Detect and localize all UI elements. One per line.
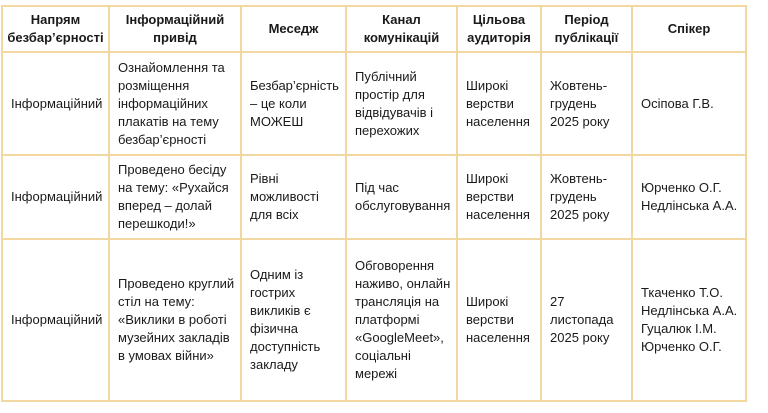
cell-occasion: Проведено бесіду на тему: «Рухайся вперед – долай перешкоди!» xyxy=(109,155,241,239)
speaker-text: Осіпова Г.В. xyxy=(641,95,714,111)
cell-message: Одним із гострих викликів є фізична доступність закладу xyxy=(241,239,346,401)
header-channel: Канал комунікацій xyxy=(346,6,457,52)
period-text: Жовтень-грудень 2025 року xyxy=(550,77,610,129)
cell-speaker xyxy=(632,239,746,401)
channel-text: Обговорення наживо, онлайн трансляція на платформі «GoogleMeet», соціальні мережі xyxy=(355,258,451,381)
header-message: Меседж xyxy=(241,6,346,52)
speaker-text: Юрченко О.Г. Недлінська А.А. xyxy=(641,180,738,213)
cell-direction: Інформаційний xyxy=(2,155,109,239)
cell-period xyxy=(541,52,632,155)
cell-period xyxy=(541,155,632,239)
cell-speaker xyxy=(632,52,746,155)
cell-occasion: Ознайомлення та розміщення інформаційних плакатів на тему безбар’єрності xyxy=(109,52,241,155)
header-period: Період публікації xyxy=(541,6,632,52)
cell-audience: Широкі верстви населення xyxy=(457,155,541,239)
period-text: Жовтень-грудень 2025 року xyxy=(550,171,610,222)
cell-direction: Інформаційний xyxy=(2,52,109,155)
table-row xyxy=(2,52,746,155)
cell-channel xyxy=(346,52,457,155)
communication-plan-table xyxy=(1,5,747,402)
cell-message: Рівні можливості для всіх xyxy=(241,155,346,239)
cell-direction: Інформаційний xyxy=(2,239,109,401)
cell-channel xyxy=(346,155,457,239)
header-speaker: Спікер xyxy=(632,6,746,52)
header-row xyxy=(2,6,746,52)
cell-occasion: Проведено круглий стіл на тему: «Виклики в роботі музейних закладів в умовах війни» xyxy=(109,239,241,401)
cell-channel xyxy=(346,239,457,401)
cell-audience: Широкі верстви населення xyxy=(457,239,541,401)
channel-text: Публічний простір для відвідувачів і перехожих xyxy=(355,68,434,138)
cell-period xyxy=(541,239,632,401)
table-row xyxy=(2,239,746,401)
channel-text: Під час обслуговування xyxy=(355,180,451,213)
cell-message: Безбар’єрність – це коли МОЖЕШ xyxy=(241,52,346,155)
cell-audience: Широкі верстви населення xyxy=(457,52,541,155)
cell-speaker xyxy=(632,155,746,239)
speaker-text: Ткаченко Т.О. Недлінська А.А. Гуцалюк І.М. Юрченко О.Г. xyxy=(641,285,738,354)
period-text: 27 листопада 2025 року xyxy=(550,294,614,345)
header-direction: Напрям безбар’єрності xyxy=(2,6,109,52)
table-row xyxy=(2,155,746,239)
header-occasion: Інформаційний привід xyxy=(109,6,241,52)
header-audience: Цільова аудиторія xyxy=(457,6,541,52)
